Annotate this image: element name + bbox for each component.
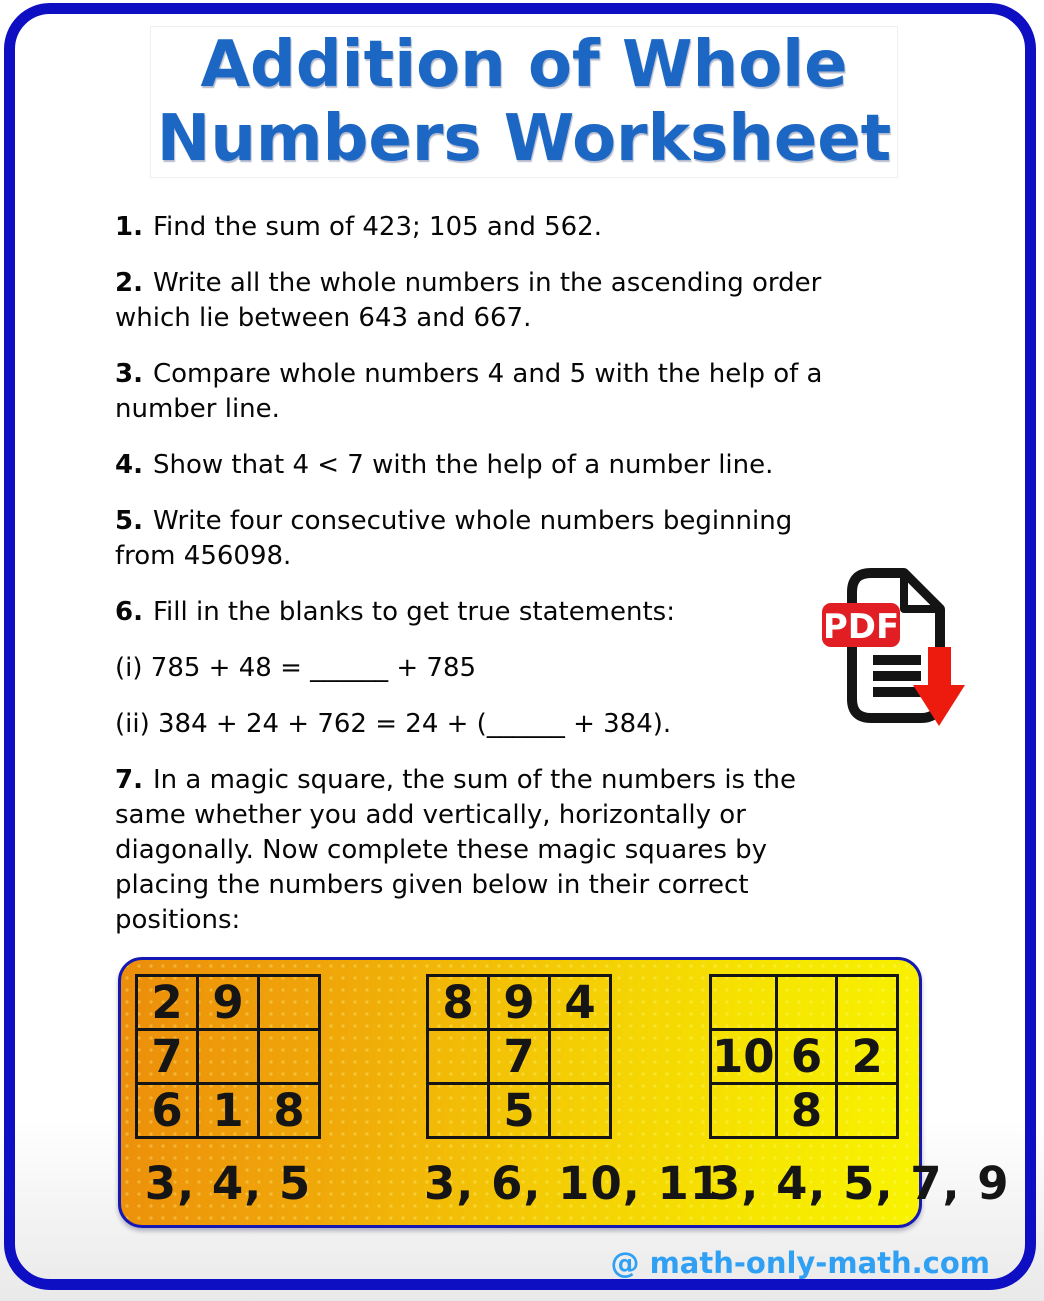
equation-text: (ii) 384 + 24 + 762 = 24 + (______ + 384). [115, 709, 672, 739]
magic-square-cell [550, 1084, 611, 1138]
magic-square-3 [709, 974, 1010, 1210]
question-text: Compare whole numbers 4 and 5 with the help of a [152, 359, 823, 389]
magic-square-cell: 2 [837, 1030, 898, 1084]
magic-square-cell: 6 [776, 1030, 837, 1084]
magic-square-1 [133, 974, 323, 1210]
question-text: Write all the whole numbers in the ascending order [152, 268, 822, 298]
magic-square-cell [711, 1084, 777, 1138]
magic-square-cell [428, 1084, 489, 1138]
given-numbers: 3, 4, 5, 7, 9 [709, 1157, 1010, 1210]
question-4 [115, 448, 995, 483]
magic-square-cell [837, 1084, 898, 1138]
text-bar [873, 655, 921, 665]
magic-squares-panel [118, 957, 1010, 1228]
magic-square-grid [135, 974, 321, 1139]
question-3 [115, 357, 995, 427]
magic-square-cell [428, 1030, 489, 1084]
page-title-line-1: Addition of Whole [200, 28, 848, 102]
question-text: from 456098. [115, 541, 292, 571]
magic-square-cell: 5 [489, 1084, 550, 1138]
question-text: diagonally. Now complete these magic squares by [115, 835, 768, 865]
magic-square-cell [837, 976, 898, 1030]
magic-square-cell [259, 976, 320, 1030]
pdf-download-icon[interactable] [816, 561, 968, 739]
question-text: Show that 4 < 7 with the help of a number line. [152, 450, 774, 480]
magic-square-cell: 1 [198, 1084, 259, 1138]
question-1 [115, 210, 995, 245]
magic-square-cell [711, 976, 777, 1030]
title-box [150, 26, 898, 178]
question-text: which lie between 643 and 667. [115, 303, 532, 333]
magic-square-cell [198, 1030, 259, 1084]
magic-square-cell [550, 1030, 611, 1084]
question-number: 1. [115, 212, 143, 242]
pdf-badge-label: PDF [822, 607, 900, 647]
question-number: 3. [115, 359, 143, 389]
magic-square-cell: 2 [137, 976, 198, 1030]
site-attribution[interactable]: @ math-only-math.com [610, 1246, 990, 1280]
question-text: In a magic square, the sum of the numbers is the [152, 765, 797, 795]
question-number: 5. [115, 506, 143, 536]
magic-square-cell: 9 [489, 976, 550, 1030]
magic-square-cell: 8 [428, 976, 489, 1030]
magic-square-cell: 7 [489, 1030, 550, 1084]
magic-square-cell: 6 [137, 1084, 198, 1138]
question-number: 4. [115, 450, 143, 480]
magic-square-cell [259, 1030, 320, 1084]
text-bar [873, 671, 921, 681]
magic-square-cell: 10 [712, 1030, 775, 1083]
given-numbers: 3, 6, 10, 11 [424, 1157, 723, 1210]
question-2 [115, 266, 995, 336]
magic-square-cell: 8 [259, 1084, 320, 1138]
equation-text: (i) 785 + 48 = ______ + 785 [115, 653, 477, 683]
magic-square-grid [709, 974, 899, 1139]
question-text: positions: [115, 905, 241, 935]
question-text: Fill in the blanks to get true statements: [152, 597, 675, 627]
question-text: Write four consecutive whole numbers beginning [152, 506, 793, 536]
given-numbers: 3, 4, 5 [144, 1157, 312, 1210]
question-number: 6. [115, 597, 143, 627]
question-text: placing the numbers given below in their correct [115, 870, 749, 900]
magic-square-cell: 8 [776, 1084, 837, 1138]
magic-square-cell: 4 [550, 976, 611, 1030]
folded-corner [904, 573, 940, 609]
question-7 [115, 763, 995, 938]
magic-square-grid [426, 974, 612, 1139]
question-text: Find the sum of 423; 105 and 562. [152, 212, 602, 242]
question-text: same whether you add vertically, horizontally or [115, 800, 746, 830]
question-text: number line. [115, 394, 280, 424]
magic-square-cell [776, 976, 837, 1030]
magic-square-2 [424, 974, 723, 1210]
text-bar [873, 687, 921, 697]
page-title-line-2: Numbers Worksheet [156, 102, 892, 176]
magic-square-cell: 9 [198, 976, 259, 1030]
question-number: 2. [115, 268, 143, 298]
question-number: 7. [115, 765, 143, 795]
magic-square-cell: 7 [137, 1030, 198, 1084]
